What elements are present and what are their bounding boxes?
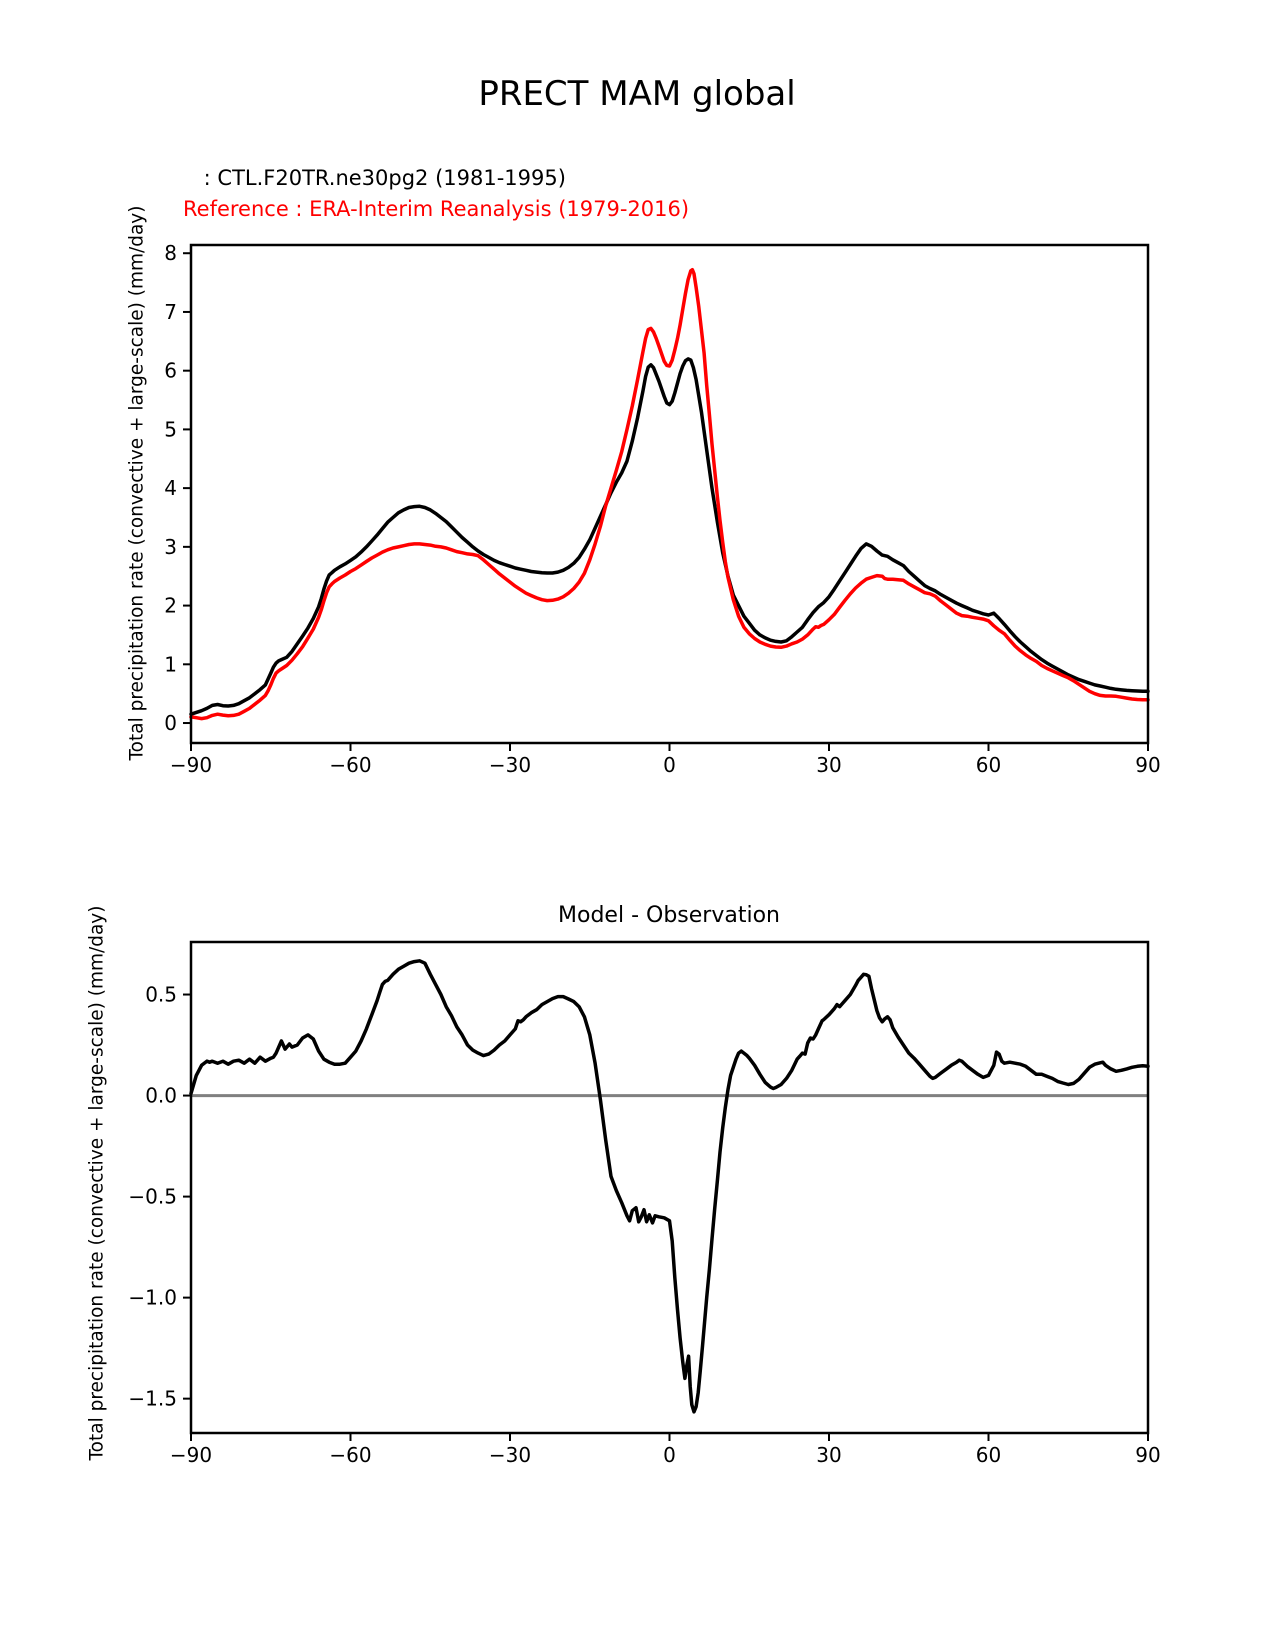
- figure-title: PRECT MAM global: [478, 74, 796, 114]
- top-plot-y-tick-label: 0: [164, 711, 177, 736]
- top-plot-y-tick-label: 5: [164, 417, 177, 442]
- bottom-plot-y-tick-label: 0.0: [145, 1083, 177, 1108]
- bottom-plot-x-tick-label: −90: [169, 1443, 213, 1468]
- top-plot-x-tick-label: 60: [975, 753, 1002, 778]
- top-plot-frame: [191, 245, 1148, 743]
- bottom-plot-y-tick-label: −1.0: [128, 1285, 177, 1310]
- bottom-plot-title: Model - Observation: [558, 903, 780, 928]
- top-plot-x-tick-label: 0: [663, 753, 676, 778]
- bottom-plot-x-tick-label: 60: [975, 1443, 1002, 1468]
- legend-model-label: : CTL.F20TR.ne30pg2 (1981-1995): [197, 166, 566, 190]
- top-plot-y-tick-label: 8: [164, 241, 177, 266]
- bottom-plot-y-axis-label: Total precipitation rate (convective + large-scale) (mm/day): [86, 905, 108, 1461]
- bottom-plot-y-tick-label: −1.5: [128, 1386, 177, 1411]
- top-plot-x-tick-label: 90: [1135, 753, 1161, 778]
- top-plot-y-axis-label: Total precipitation rate (convective + large-scale) (mm/day): [126, 205, 148, 761]
- bottom-plot-x-tick-label: 30: [816, 1443, 842, 1468]
- top-plot-x-tick-label: −30: [488, 753, 532, 778]
- legend-reference-label: Reference : ERA-Interim Reanalysis (1979-2016): [183, 197, 690, 221]
- bottom-plot-x-tick-label: 0: [663, 1443, 676, 1468]
- bottom-plot-series-0-curve: [191, 961, 1148, 1412]
- bottom-plot-x-tick-label: −30: [488, 1443, 532, 1468]
- top-plot-x-tick-label: −90: [169, 753, 213, 778]
- top-plot-y-tick-label: 7: [164, 299, 177, 324]
- top-plot-x-tick-label: −60: [329, 753, 372, 778]
- bottom-plot-x-tick-label: 90: [1135, 1443, 1161, 1468]
- bottom-plot-x-tick-label: −60: [329, 1443, 372, 1468]
- top-plot-x-tick-label: 30: [816, 753, 842, 778]
- bottom-plot-y-tick-label: 0.5: [145, 982, 177, 1007]
- top-plot-y-tick-label: 3: [164, 534, 177, 559]
- bottom-plot-y-tick-label: −0.5: [128, 1184, 177, 1209]
- top-plot-y-tick-label: 1: [164, 652, 177, 677]
- top-plot-y-tick-label: 4: [164, 476, 177, 501]
- top-plot-y-tick-label: 6: [164, 358, 177, 383]
- bottom-plot-frame: [191, 942, 1148, 1433]
- top-plot-series-1-curve: [191, 270, 1148, 719]
- top-plot-y-tick-label: 2: [164, 593, 177, 618]
- top-plot-series-0-curve: [191, 359, 1148, 714]
